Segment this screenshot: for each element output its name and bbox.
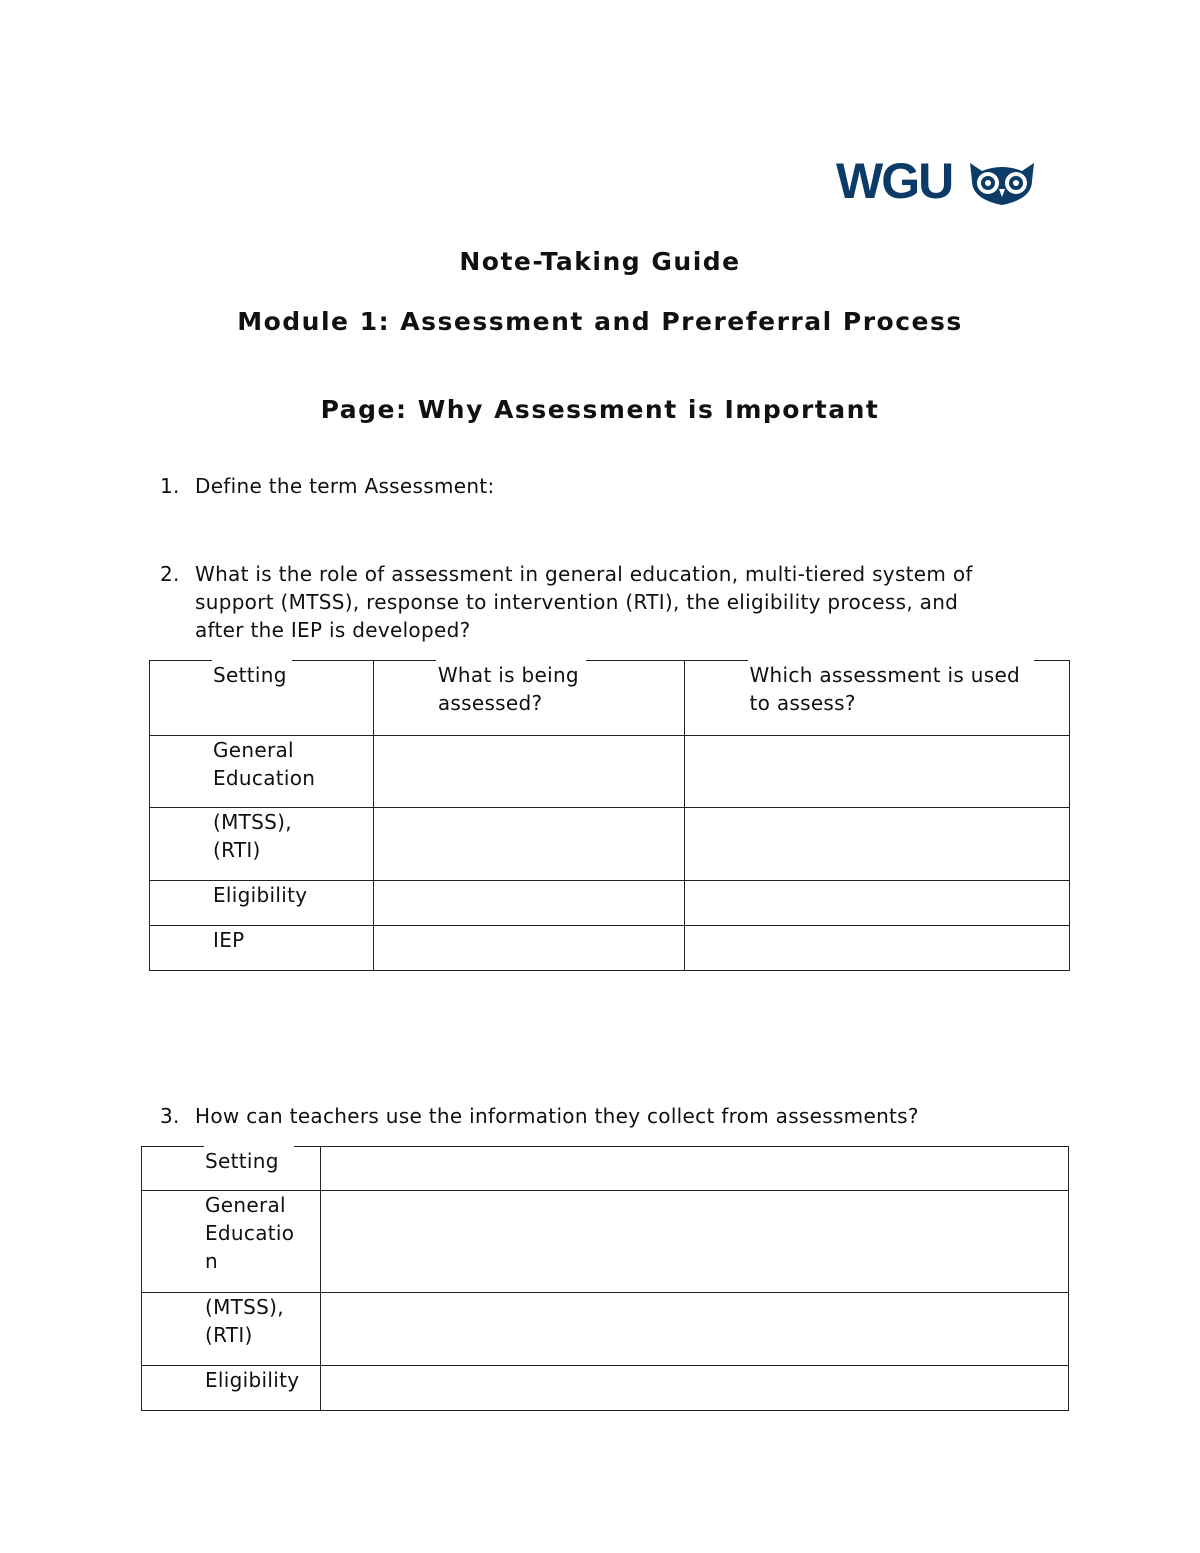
page-title: Note-Taking Guide bbox=[459, 247, 741, 276]
wgu-logo bbox=[836, 153, 1040, 209]
row-label: General bbox=[205, 1193, 286, 1217]
question-number: 3. bbox=[160, 1104, 180, 1128]
table-row bbox=[142, 1366, 1069, 1411]
row-label-cell bbox=[150, 808, 374, 881]
header-label: to assess? bbox=[749, 691, 856, 715]
answer-cell[interactable] bbox=[373, 736, 685, 808]
table-row bbox=[150, 881, 1070, 926]
answer-cell[interactable] bbox=[320, 1147, 1068, 1191]
row-label: n bbox=[205, 1249, 218, 1273]
row-label: Education bbox=[213, 766, 316, 790]
answer-cell[interactable] bbox=[685, 808, 1070, 881]
row-label-cell bbox=[150, 881, 374, 926]
table-row bbox=[150, 808, 1070, 881]
answer-cell[interactable] bbox=[373, 808, 685, 881]
question-1 bbox=[160, 472, 1060, 502]
table-row bbox=[142, 1191, 1069, 1293]
row-label: Eligibility bbox=[213, 883, 308, 907]
table-row bbox=[142, 1147, 1069, 1191]
border-gap bbox=[204, 1144, 294, 1147]
question-3 bbox=[160, 1102, 1060, 1132]
row-label-cell bbox=[142, 1293, 321, 1366]
teacher-use-table bbox=[141, 1146, 1069, 1411]
table-row bbox=[150, 736, 1070, 808]
border-gap bbox=[212, 658, 292, 661]
answer-cell[interactable] bbox=[373, 926, 685, 971]
question-line: after the IEP is developed? bbox=[195, 618, 471, 642]
header-cell bbox=[373, 661, 685, 736]
row-label: Setting bbox=[205, 1149, 279, 1173]
question-text: Define the term Assessment: bbox=[195, 474, 495, 498]
row-label-cell bbox=[142, 1147, 321, 1191]
answer-cell[interactable] bbox=[320, 1191, 1068, 1293]
row-label: General bbox=[213, 738, 294, 762]
module-heading: Module 1: Assessment and Prereferral Process bbox=[237, 307, 963, 336]
row-label: (RTI) bbox=[213, 838, 261, 862]
border-gap bbox=[436, 658, 586, 661]
header-label: Which assessment is used bbox=[749, 663, 1021, 687]
table-row bbox=[150, 926, 1070, 971]
question-number: 1. bbox=[160, 474, 180, 498]
row-label: Eligibility bbox=[205, 1368, 300, 1392]
answer-cell[interactable] bbox=[685, 736, 1070, 808]
row-label-cell bbox=[142, 1191, 321, 1293]
question-text bbox=[195, 560, 973, 644]
row-label: (RTI) bbox=[205, 1323, 253, 1347]
answer-cell[interactable] bbox=[373, 881, 685, 926]
section-heading: Page: Why Assessment is Important bbox=[320, 395, 880, 424]
assessment-role-table bbox=[149, 660, 1070, 971]
answer-cell[interactable] bbox=[685, 881, 1070, 926]
table-header-row bbox=[150, 661, 1070, 736]
row-label: (MTSS), bbox=[213, 810, 292, 834]
row-label-cell bbox=[150, 736, 374, 808]
row-label: (MTSS), bbox=[205, 1295, 284, 1319]
question-2 bbox=[160, 560, 1060, 646]
row-label: IEP bbox=[213, 928, 245, 952]
question-number: 2. bbox=[160, 562, 180, 586]
header-cell bbox=[685, 661, 1070, 736]
border-gap bbox=[748, 658, 1034, 661]
row-label: Educatio bbox=[205, 1221, 295, 1245]
answer-cell[interactable] bbox=[320, 1293, 1068, 1366]
header-cell bbox=[150, 661, 374, 736]
answer-cell[interactable] bbox=[320, 1366, 1068, 1411]
header-label: Setting bbox=[213, 663, 287, 687]
row-label-cell bbox=[150, 926, 374, 971]
question-line: support (MTSS), response to intervention (RTI), the eligibility process, and bbox=[195, 590, 959, 614]
table-row bbox=[142, 1293, 1069, 1366]
question-line: What is the role of assessment in general education, multi-tiered system of bbox=[195, 562, 973, 586]
owl-icon bbox=[966, 159, 1038, 207]
logo-text: WGU bbox=[836, 153, 953, 209]
header-label: What is being bbox=[437, 663, 579, 687]
question-text: How can teachers use the information they collect from assessments? bbox=[195, 1104, 919, 1128]
answer-cell[interactable] bbox=[685, 926, 1070, 971]
row-label-cell bbox=[142, 1366, 321, 1411]
header-label: assessed? bbox=[437, 691, 543, 715]
